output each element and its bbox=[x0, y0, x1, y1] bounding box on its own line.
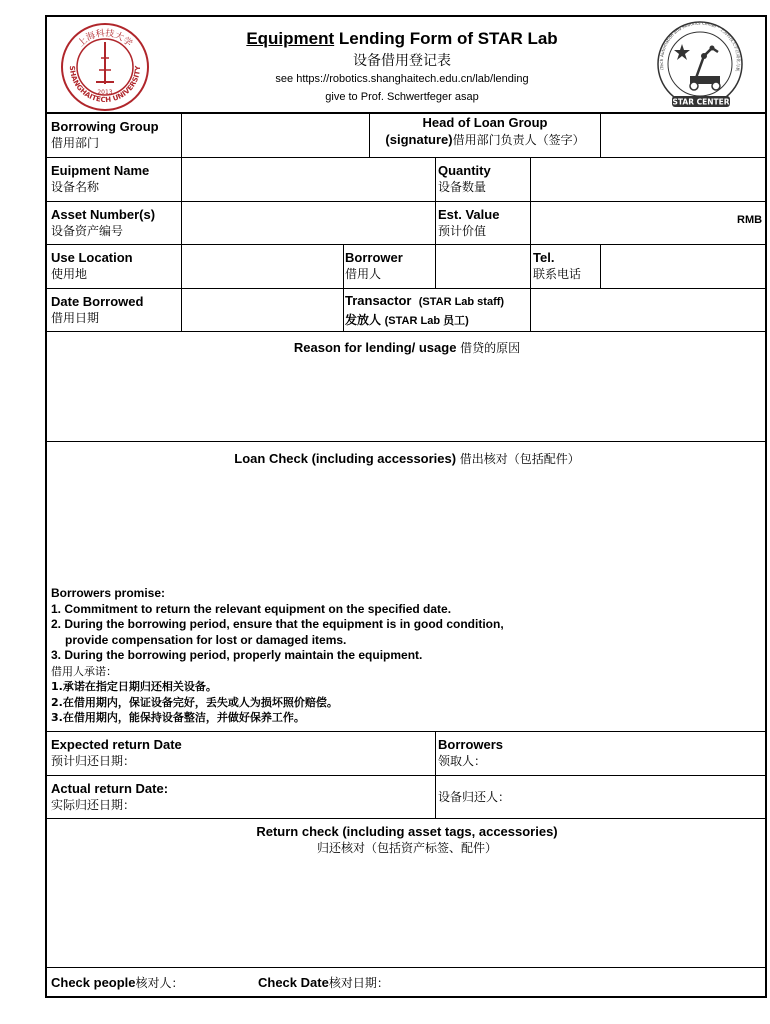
return-check-heading: Return check (including asset tags, accessories) 归还核对（包括资产标签、配件） bbox=[256, 824, 558, 855]
divider bbox=[47, 731, 767, 732]
divider bbox=[47, 818, 767, 819]
link-line: see https://robotics.shanghaitech.edu.cn/lab/lending bbox=[275, 73, 529, 85]
borrower-field[interactable] bbox=[437, 245, 529, 287]
returner-label: 设备归还人： bbox=[438, 790, 511, 804]
est-value-label: Est. Value 预计价值 bbox=[438, 207, 500, 238]
borrowing-group-field[interactable] bbox=[183, 114, 367, 156]
borrower-label: Borrower 借用人 bbox=[345, 250, 403, 281]
divider bbox=[47, 775, 767, 776]
divider bbox=[47, 967, 767, 968]
currency-label: RMB bbox=[737, 214, 763, 226]
divider bbox=[600, 244, 601, 288]
borrowers-promise: Borrowers promise: 1. Commitment to return the relevant equipment on the specified date. 2. During the borrowing period, ensure that the equipment is in good condition, provide compensation for lost or damaged items. 3. During the borrowing period, properly maintain the equipment. 借用人承诺： 1.承诺在指定日期归还相关设备。 2.在借用期内，保证设备完好，丢失或人为损坏照价赔偿。 3.在借用期内，能保持设备整洁，并做好保养工作。 bbox=[51, 586, 504, 724]
star-center-logo bbox=[652, 20, 752, 112]
loan-check-heading: Loan Check (including accessories) 借出核对（包括配件） bbox=[234, 451, 580, 466]
reason-heading: Reason for lending/ usage 借贷的原因 bbox=[293, 340, 521, 355]
divider bbox=[435, 731, 436, 819]
use-location-field[interactable] bbox=[183, 245, 341, 287]
svg-text:STAR CENTER: STAR CENTER bbox=[672, 97, 730, 107]
transactor-label: Transactor (STAR Lab staff) 发放人 (STAR Lab 员工) bbox=[345, 293, 505, 327]
reason-field[interactable] bbox=[49, 359, 765, 439]
equipment-name-field[interactable] bbox=[183, 158, 434, 200]
quantity-field[interactable] bbox=[532, 158, 766, 200]
actual-return-label: Actual return Date: 实际归还日期： bbox=[51, 781, 169, 812]
asset-number-label: Asset Number(s) 设备资产编号 bbox=[51, 207, 156, 238]
lending-form bbox=[45, 15, 767, 998]
divider bbox=[530, 157, 531, 245]
form-title-zh: 设备借用登记表 bbox=[353, 53, 451, 69]
divider bbox=[343, 244, 344, 332]
tel-field[interactable] bbox=[602, 245, 766, 287]
head-of-group-label: Head of Loan Group (signature)借用部门负责人（签字） bbox=[385, 115, 585, 147]
divider bbox=[530, 244, 531, 332]
university-logo bbox=[60, 22, 150, 112]
equipment-name-label: Euipment Name 设备名称 bbox=[51, 163, 150, 194]
loan-check-field[interactable] bbox=[49, 469, 765, 584]
svg-text:上海科技大学: 上海科技大学 bbox=[76, 28, 134, 50]
tel-label: Tel. 联系电话 bbox=[533, 250, 582, 281]
borrowers-label: Borrowers 领取人： bbox=[438, 737, 504, 768]
head-signature-field[interactable] bbox=[602, 114, 766, 156]
transactor-field[interactable] bbox=[532, 289, 766, 330]
divider bbox=[435, 157, 436, 245]
date-borrowed-label: Date Borrowed 借用日期 bbox=[51, 294, 144, 325]
quantity-label: Quantity 设备数量 bbox=[438, 163, 491, 194]
return-check-field[interactable] bbox=[49, 862, 765, 965]
check-people-label: Check people核对人： bbox=[51, 975, 184, 990]
date-borrowed-field[interactable] bbox=[183, 289, 341, 330]
est-value-field[interactable] bbox=[532, 202, 766, 243]
borrowing-group-label: Borrowing Group 借用部门 bbox=[51, 119, 159, 150]
divider bbox=[369, 113, 370, 158]
check-date-label: Check Date核对日期： bbox=[258, 975, 389, 990]
use-location-label: Use Location 使用地 bbox=[51, 250, 133, 281]
svg-text:SHANGHAITECH UNIVERSITY: SHANGHAITECH UNIVERSITY bbox=[67, 65, 143, 105]
title-rest: Lending Form of STAR Lab bbox=[334, 29, 558, 48]
asset-number-field[interactable] bbox=[183, 202, 434, 243]
divider bbox=[47, 331, 767, 332]
divider bbox=[600, 113, 601, 158]
expected-return-label: Expected return Date 预计归还日期： bbox=[51, 737, 182, 768]
note-line: give to Prof. Schwertfeger asap bbox=[325, 91, 479, 103]
divider bbox=[47, 441, 767, 442]
form-title bbox=[167, 29, 637, 49]
title-underlined: Equipment bbox=[246, 29, 335, 48]
svg-text:ShanghaiTech Automation and Ro: iTech Automation and Robotics Center · 上海科技大学自动化与机 bbox=[659, 21, 741, 72]
divider bbox=[181, 113, 182, 331]
divider bbox=[435, 244, 436, 288]
svg-text:2013: 2013 bbox=[97, 89, 113, 96]
